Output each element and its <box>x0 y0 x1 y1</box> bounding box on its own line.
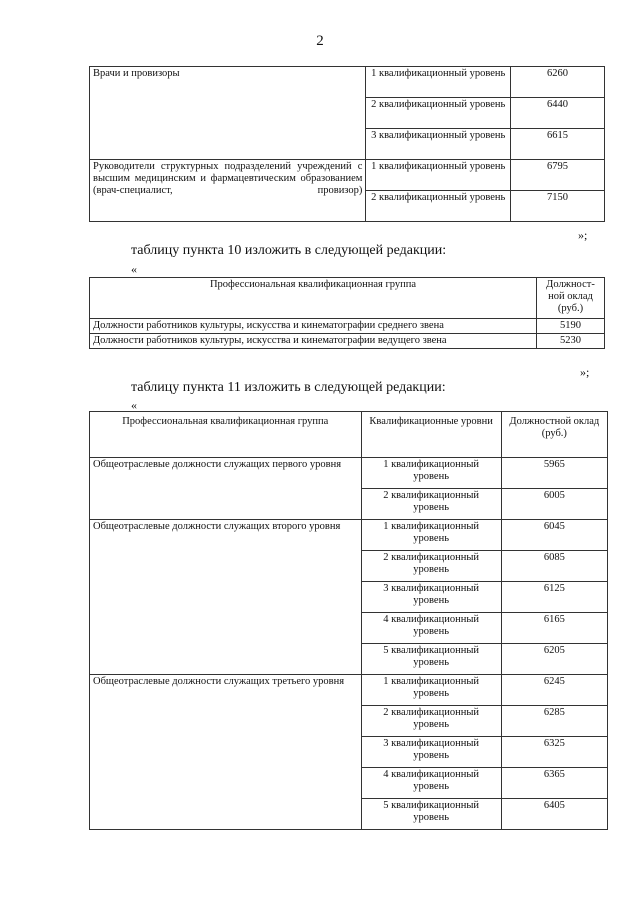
salary-cell: 6325 <box>501 737 607 768</box>
header-group: Профессиональная квалификационная группа <box>90 412 362 458</box>
group-cell: Общеотраслевые должности служащих третьего уровня <box>90 675 362 830</box>
table-general-employees-salaries <box>89 411 608 830</box>
open-quote-2: « <box>131 262 137 276</box>
group-cell: Общеотраслевые должности служащих первого уровня <box>90 458 362 520</box>
salary-cell: 7150 <box>511 191 605 222</box>
header-salary: Должностной оклад (руб.) <box>501 412 607 458</box>
salary-cell: 6285 <box>501 706 607 737</box>
level-cell: 1 квалификационный уровень <box>361 520 501 551</box>
level-cell: 2 квалификационный уровень <box>361 706 501 737</box>
table-row <box>90 458 608 489</box>
group-cell: Должности работников культуры, искусства и кинематографии среднего звена <box>90 319 537 334</box>
salary-cell: 6205 <box>501 644 607 675</box>
table-header-row <box>90 278 605 319</box>
page-number: 2 <box>316 33 324 49</box>
group-cell: Общеотраслевые должности служащих второго уровня <box>90 520 362 675</box>
level-cell: 2 квалификационный уровень <box>366 191 511 222</box>
table-doctors-salaries <box>89 66 605 222</box>
header-levels: Квалификационные уровни <box>361 412 501 458</box>
salary-cell: 5230 <box>537 334 605 349</box>
level-cell: 3 квалификационный уровень <box>366 129 511 160</box>
open-quote-3: « <box>131 398 137 412</box>
group-cell: Врачи и провизоры <box>90 67 366 160</box>
level-cell: 5 квалификационный уровень <box>361 644 501 675</box>
level-cell: 4 квалификационный уровень <box>361 768 501 799</box>
level-cell: 2 квалификационный уровень <box>366 98 511 129</box>
salary-cell: 6405 <box>501 799 607 830</box>
salary-cell: 5965 <box>501 458 607 489</box>
salary-cell: 6245 <box>501 675 607 706</box>
salary-cell: 6165 <box>501 613 607 644</box>
salary-cell: 6795 <box>511 160 605 191</box>
level-cell: 2 квалификационный уровень <box>361 489 501 520</box>
level-cell: 3 квалификационный уровень <box>361 582 501 613</box>
level-cell: 2 квалификационный уровень <box>361 551 501 582</box>
level-cell: 1 квалификационный уровень <box>366 67 511 98</box>
level-cell: 1 квалификационный уровень <box>361 675 501 706</box>
salary-cell: 6365 <box>501 768 607 799</box>
intro-paragraph-11: таблицу пункта 11 изложить в следующей редакции: <box>131 380 446 395</box>
table-culture-salaries <box>89 277 605 349</box>
level-cell: 5 квалификационный уровень <box>361 799 501 830</box>
salary-cell: 5190 <box>537 319 605 334</box>
level-cell: 4 квалификационный уровень <box>361 613 501 644</box>
table-row <box>90 520 608 551</box>
salary-cell: 6440 <box>511 98 605 129</box>
group-cell: Должности работников культуры, искусства и кинематографии ведущего звена <box>90 334 537 349</box>
table-header-row <box>90 412 608 458</box>
close-quote-2: »; <box>580 365 590 379</box>
salary-cell: 6260 <box>511 67 605 98</box>
group-cell: Руководители структурных подразделений учреждений с высшим медицинским и фармацевтическим образованием (врач-специалист, провизор) <box>90 160 366 222</box>
level-cell: 3 квалификационный уровень <box>361 737 501 768</box>
intro-paragraph-10: таблицу пункта 10 изложить в следующей редакции: <box>131 243 447 258</box>
table-row <box>90 67 605 98</box>
salary-cell: 6045 <box>501 520 607 551</box>
header-salary: Должност-ной оклад (руб.) <box>537 278 605 319</box>
table-row <box>90 319 605 334</box>
salary-cell: 6005 <box>501 489 607 520</box>
table-row <box>90 675 608 706</box>
level-cell: 1 квалификационный уровень <box>366 160 511 191</box>
table-row <box>90 334 605 349</box>
salary-cell: 6615 <box>511 129 605 160</box>
close-quote-1: »; <box>578 228 588 242</box>
salary-cell: 6085 <box>501 551 607 582</box>
level-cell: 1 квалификационный уровень <box>361 458 501 489</box>
salary-cell: 6125 <box>501 582 607 613</box>
table-row <box>90 160 605 191</box>
header-group: Профессиональная квалификационная группа <box>90 278 537 319</box>
